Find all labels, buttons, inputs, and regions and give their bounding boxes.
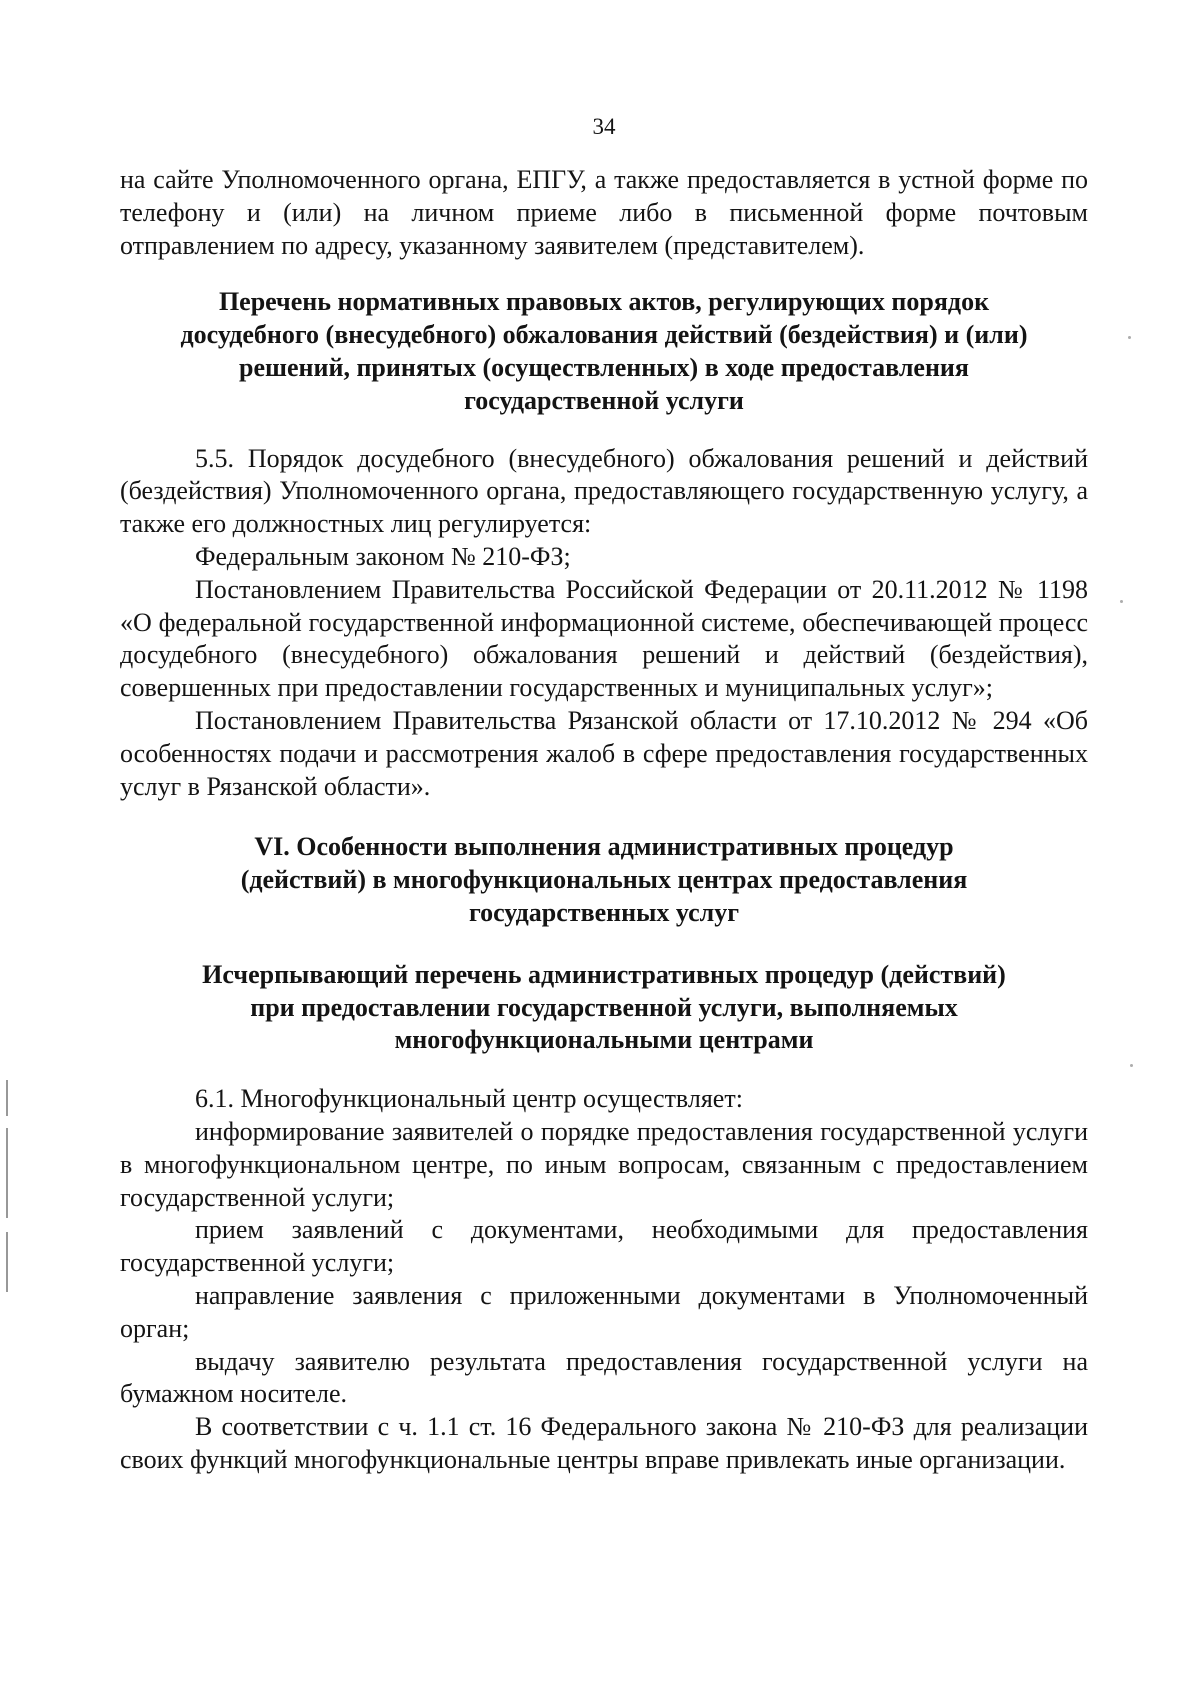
- paragraph-informing: информирование заявителей о порядке предоставления государственной услуги в многофункциональном центре, по иным вопросам, связанным с предоставлением государственной услуги;: [120, 1116, 1088, 1212]
- paragraph-forwarding: направление заявления с приложенными документами в Уполномоченный орган;: [120, 1280, 1088, 1343]
- document-body: [120, 164, 1088, 1477]
- page-number: 34: [592, 114, 616, 139]
- heading-line: досудебного (внесудебного) обжалования действий (бездействия) и (или): [180, 320, 1028, 350]
- heading-line: VI. Особенности выполнения административных процедур: [254, 832, 954, 862]
- paragraph-reception: прием заявлений с документами, необходимыми для предоставления государственной услуги;: [120, 1215, 1088, 1278]
- heading-line: при предоставлении государственной услуги, выполняемых: [250, 992, 958, 1022]
- scan-edge-mark: [6, 1128, 8, 1218]
- scan-speck: [1120, 600, 1123, 603]
- heading-line: решений, принятых (осуществленных) в ходе предоставления: [239, 352, 969, 382]
- heading-line: Перечень нормативных правовых актов, регулирующих порядок: [218, 287, 990, 317]
- scan-speck: [1130, 1064, 1133, 1067]
- paragraph-issuance: выдачу заявителю результата предоставления государственной услуги на бумажном носителе.: [120, 1346, 1088, 1409]
- scan-edge-mark: [6, 1080, 8, 1116]
- paragraph-ryazan-decree: Постановлением Правительства Рязанской области от 17.10.2012 № 294 «Об особенностях подачи и рассмотрения жалоб в сфере предоставления государственных услуг в Рязанской области».: [120, 705, 1088, 801]
- paragraph-rf-decree: Постановлением Правительства Российской Федерации от 20.11.2012 № 1198 «О федеральной государственной информационной системе, обеспечивающей процесс досудебного (внесудебного) обжалования решений и действий (бездействия), совершенных при предоставлении государственных и муниципальных услуг»;: [120, 574, 1088, 703]
- heading-line: (действий) в многофункциональных центрах предоставления: [240, 865, 968, 895]
- scan-edge-mark: [6, 1232, 8, 1292]
- subsection-heading: [120, 959, 1088, 1057]
- intro-paragraph: на сайте Уполномоченного органа, ЕПГУ, а также предоставляется в устной форме по телефону и (или) на личном приеме либо в письменной форме почтовым отправлением по адресу, указанному заявителем (представителем).: [120, 165, 1088, 260]
- heading-line: государственных услуг: [468, 897, 740, 927]
- heading-line: Исчерпывающий перечень административных процедур (действий): [202, 959, 1006, 989]
- heading-line: государственной услуги: [464, 385, 744, 415]
- paragraph-6-1: 6.1. Многофункциональный центр осуществляет:: [195, 1084, 743, 1114]
- paragraph-federal-law: Федеральным законом № 210-ФЗ;: [195, 541, 571, 571]
- section-vi-heading: [120, 831, 1088, 929]
- section-v-heading: [120, 286, 1088, 417]
- scan-speck: [1128, 336, 1131, 339]
- paragraph-5-5: 5.5. Порядок досудебного (внесудебного) обжалования решений и действий (бездействия) Уполномоченного органа, предоставляющего государственную услугу, а также его должностных лиц регулируется:: [120, 443, 1088, 539]
- paragraph-organizations: В соответствии с ч. 1.1 ст. 16 Федерального закона № 210-ФЗ для реализации своих функций многофункциональные центры вправе привлекать иные организации.: [120, 1412, 1088, 1474]
- heading-line: многофункциональными центрами: [394, 1025, 814, 1055]
